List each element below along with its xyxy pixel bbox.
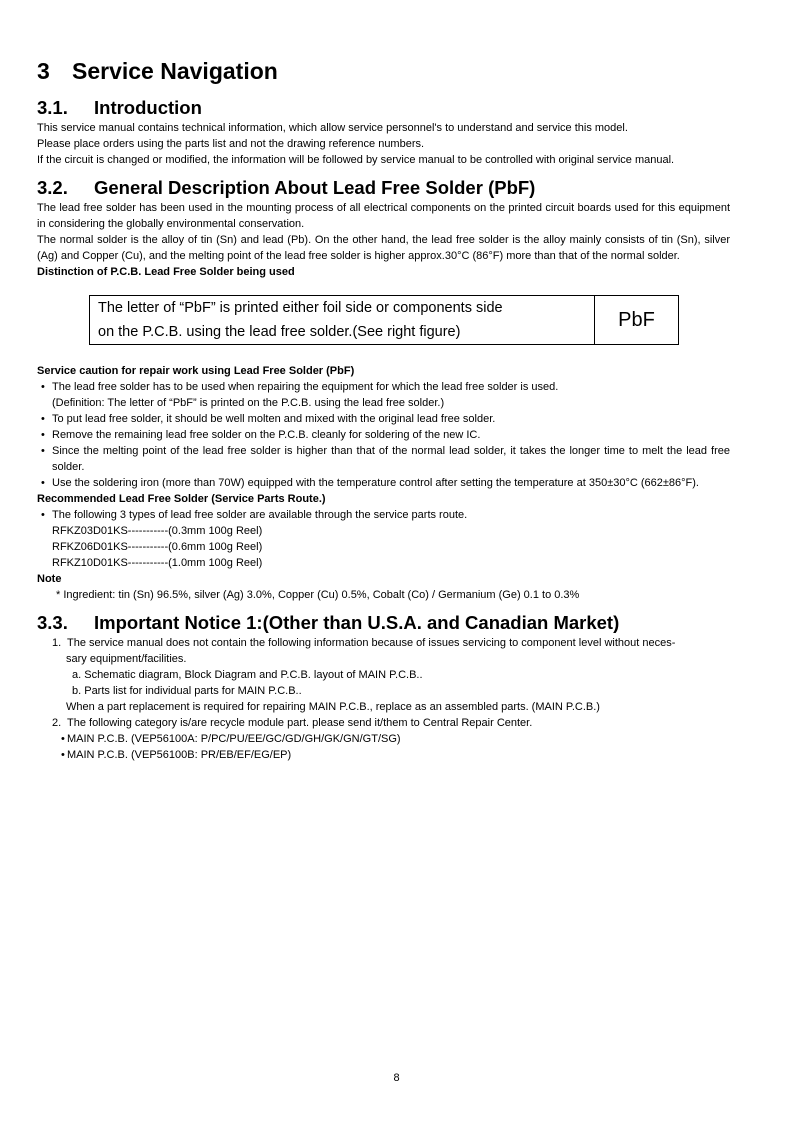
distinction-heading: Distinction of P.C.B. Lead Free Solder being used (37, 266, 295, 278)
pbf-mark: PbF (618, 308, 655, 331)
list-item: • To put lead free solder, it should be well molten and mixed with the original lead free solder. (37, 411, 730, 427)
pbf-notice-text: The letter of “PbF” is printed either foil side or components side on the P.C.B. using the lead free solder.(See right figure) (90, 296, 595, 344)
intro-line: This service manual contains technical information, which allow service personnel's to understand and service this model. (37, 122, 628, 134)
sub-item: b. Parts list for individual parts for MAIN P.C.B.. (72, 685, 302, 697)
bullet-mark: • (61, 733, 65, 745)
page-content (37, 56, 730, 763)
list-item: • Remove the remaining lead free solder on the P.C.B. cleanly for soldering of the new IC. (37, 427, 730, 443)
recommended-solder-heading: Recommended Lead Free Solder (Service Parts Route.) (37, 493, 326, 505)
bullet-mark: • (41, 381, 45, 393)
normal-solder-paragraph: The normal solder is the alloy of tin (Sn) and lead (Pb). On the other hand, the lead free solder is the alloy mainly consists of tin (Sn), silver (Ag) and Copper (Cu), and the melting point of the lead free solder is higher approx.30°C (86°F) more than that of the normal solder. (37, 234, 730, 262)
intro-line: Please place orders using the parts list and not the drawing reference numbers. (37, 138, 425, 150)
numbered-item: 1. The service manual does not contain the following information because of issues servicing to component level without neces- (52, 637, 676, 649)
intro-line: If the circuit is changed or modified, the information will be followed by service manual to be controlled with original service manual. (37, 154, 675, 166)
solder-part-item: RFKZ03D01KS-----------(0.3mm 100g Reel) (52, 525, 263, 537)
note-heading: Note (37, 573, 62, 585)
sub-item: a. Schematic diagram, Block Diagram and P.C.B. layout of MAIN P.C.B.. (72, 669, 423, 681)
numbered-item: 2. The following category is/are recycle module part. please send it/them to Central Repair Center. (52, 717, 533, 729)
bullet-mark: • (41, 477, 45, 489)
lead-free-paragraph: The lead free solder has been used in the mounting process of all electrical components on the printed circuit boards used for this equipment in considering the globally environmental conservation. (37, 202, 730, 230)
module-item: • MAIN P.C.B. (VEP56100A: P/PC/PU/EE/GC/GD/GH/GK/GN/GT/SG) (37, 731, 730, 747)
bullet-mark: • (41, 413, 45, 425)
caution-heading: Service caution for repair work using Lead Free Solder (PbF) (37, 365, 355, 377)
solder-part-item: RFKZ10D01KS-----------(1.0mm 100g Reel) (52, 557, 263, 569)
list-item: • The following 3 types of lead free solder are available through the service parts route. (37, 507, 730, 523)
module-item: • MAIN P.C.B. (VEP56100B: PR/EB/EF/EG/EP) (37, 747, 730, 763)
section-3-1-heading: 3.1. Introduction (37, 97, 202, 118)
section-3-3-heading: 3.3. Important Notice 1:(Other than U.S.A. and Canadian Market) (37, 612, 620, 633)
list-item: • The lead free solder has to be used when repairing the equipment for which the lead free solder is used. (37, 379, 730, 395)
note-mark: * (56, 589, 61, 601)
bullet-mark: • (41, 445, 45, 457)
bullet-mark: • (61, 749, 65, 761)
numbered-item-continuation: sary equipment/facilities. (66, 653, 187, 665)
pbf-notice-box (89, 295, 679, 345)
list-item: • Use the soldering iron (more than 70W) equipped with the temperature control after setting the temperature at 350±30°C (662±86°F). (37, 475, 730, 491)
page-number: 8 (393, 1072, 400, 1084)
definition-note: (Definition: The letter of “PbF” is printed on the P.C.B. using the lead free solder.) (52, 397, 445, 409)
section-3-2-heading: 3.2. General Description About Lead Free Solder (PbF) (37, 177, 536, 198)
list-item: • Since the melting point of the lead free solder is higher than that of the normal lead solder, it takes the longer time to melt the lead free solder. (37, 443, 730, 475)
chapter-title: 3 Service Navigation (37, 58, 278, 84)
note-text: * Ingredient: tin (Sn) 96.5%, silver (Ag) 3.0%, Copper (Cu) 0.5%, Cobalt (Co) / Germanium (Ge) 0.1 to 0.3% (56, 589, 580, 601)
replacement-note: When a part replacement is required for repairing MAIN P.C.B., replace as an assembled parts. (MAIN P.C.B.) (66, 701, 600, 713)
solder-part-item: RFKZ06D01KS-----------(0.6mm 100g Reel) (52, 541, 263, 553)
bullet-mark: • (41, 509, 45, 521)
bullet-mark: • (41, 429, 45, 441)
